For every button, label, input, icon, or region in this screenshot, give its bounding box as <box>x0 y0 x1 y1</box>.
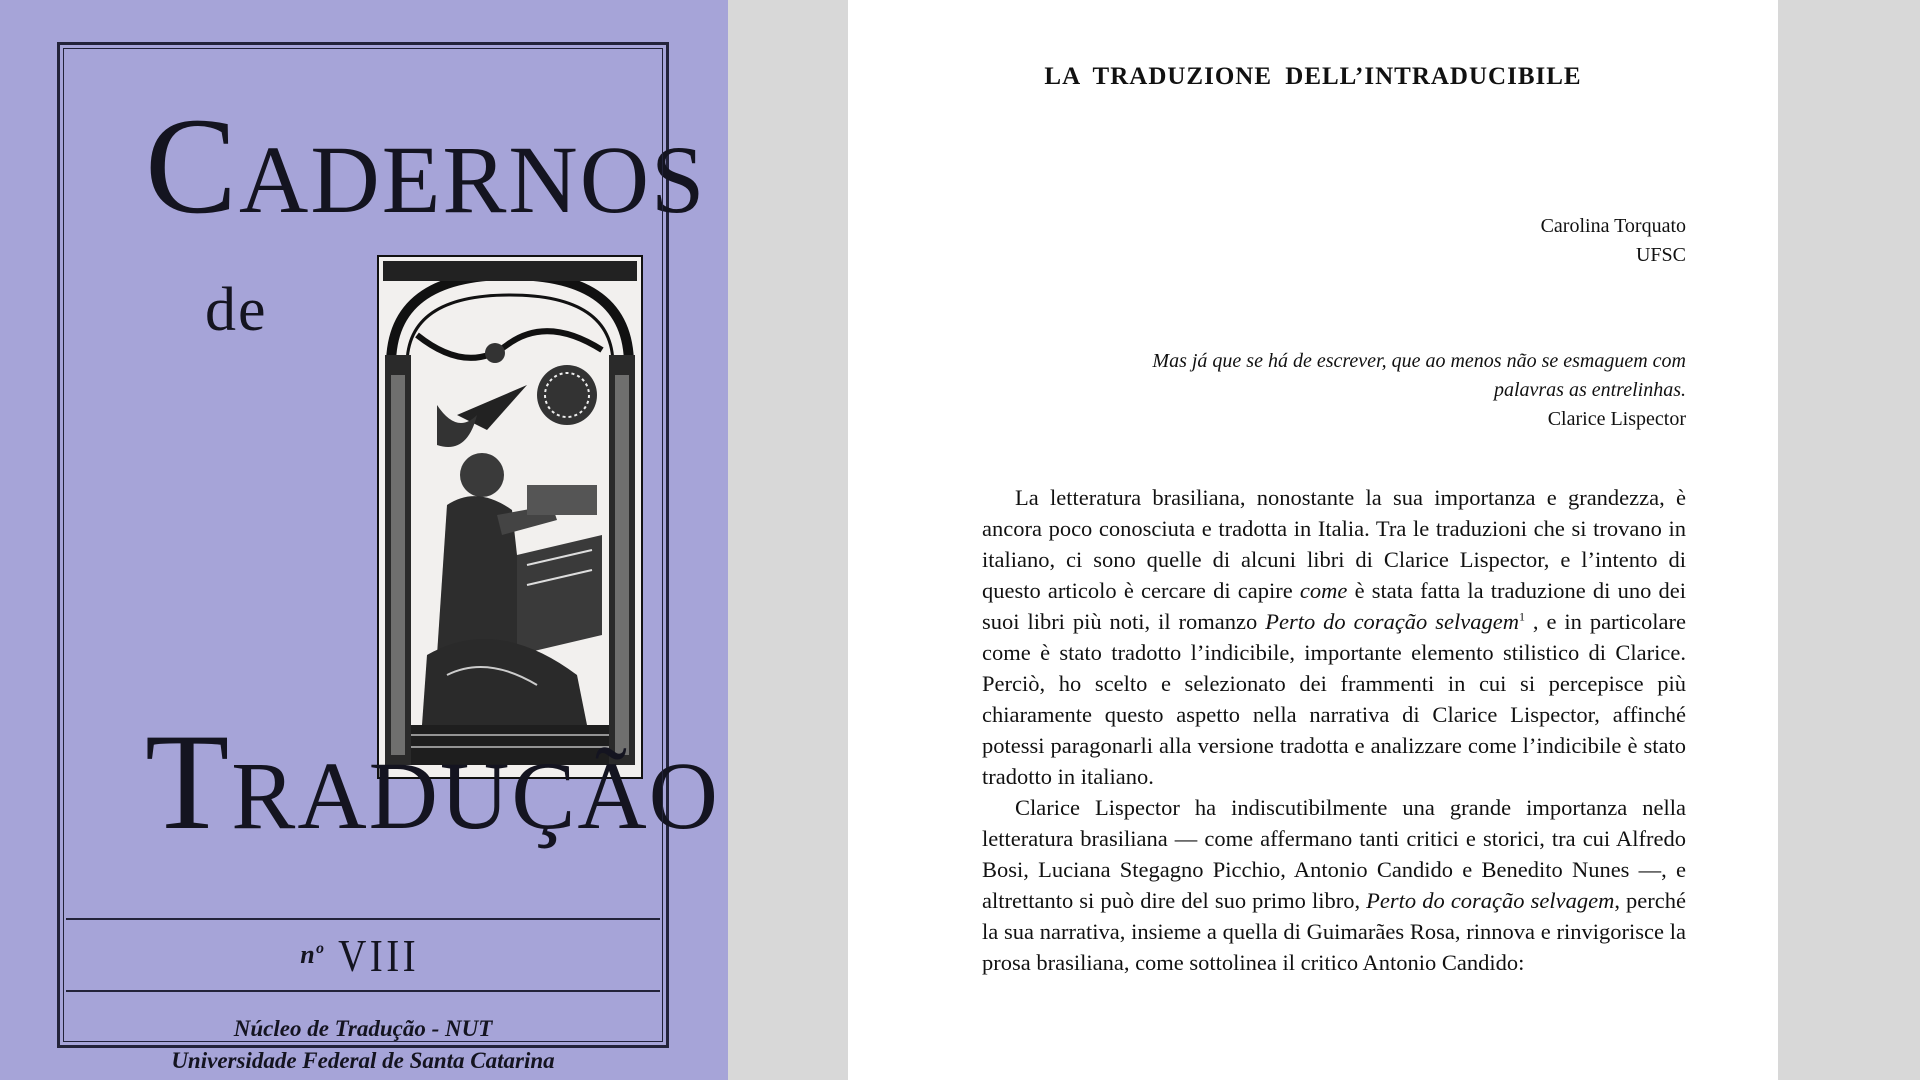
article-body <box>982 482 1686 978</box>
cover-title-cadernos <box>145 89 751 242</box>
article-title: LA TRADUZIONE DELL’INTRADUCIBILE <box>1044 63 1582 90</box>
article-byline <box>1541 212 1686 270</box>
cover-frame <box>57 42 720 1073</box>
paragraph-1 <box>982 482 1686 792</box>
issue-number-band <box>66 918 660 992</box>
cover-title-cadernos-rest: ADERNOS <box>239 126 707 233</box>
article-page <box>848 0 1778 1080</box>
woodcut-illustration <box>377 255 643 779</box>
p1-emphasis-come: come <box>1299 578 1348 603</box>
epigraph <box>1066 347 1686 434</box>
publisher-line-1: Núcleo de Tradução - NUT <box>233 1016 493 1041</box>
epigraph-author: Clarice Lispector <box>1547 408 1686 430</box>
author-name: Carolina Torquato <box>1540 215 1686 237</box>
cover-title-traducao <box>145 705 751 858</box>
issue-number-prefix: nº <box>300 940 323 969</box>
p1-text-a: La letteratura brasiliana, nonostante la sua importanza e grandezza, è ancora poco conosciuta e tradotta in Italia. Tra le traduzioni che si trovano in italiano, ci sono quelle di alcuni libri di Clarice Lispector, e l’intento di questo articolo è cercare di capire <box>982 485 1686 603</box>
cover-title-cadernos-initial: C <box>145 89 240 242</box>
p1-book-title: Perto do coração selvagem <box>1265 609 1519 634</box>
cover-title-traducao-initial: T <box>145 705 232 858</box>
p1-text-e: , e in particolare come è stato tradotto l’indicibile, importante elemento stilistico di Clarice. Perciò, ho scelto e selezionato dei frammenti in cui si percepisce più chiaramente questo aspetto nella narrativa di Clarice Lispector, affinché potessi paragonarli alla versione tradotta e analizzare come l’indicibile è stato tradotto in italiano. <box>982 609 1687 789</box>
paragraph-2 <box>982 792 1686 978</box>
epigraph-quote-line-1: Mas já que se há de escrever, que ao menos não se esmaguem com <box>1152 350 1686 372</box>
p1-text-c: è stata fatta la traduzione di uno dei suoi libri più noti, il romanzo <box>982 578 1686 634</box>
cover-publisher <box>60 1013 666 1077</box>
epigraph-quote-line-2: palavras as entrelinhas. <box>1493 379 1686 401</box>
p2-text-c: , perché la sua narrativa, insieme a quella di Guimarães Rosa, rinnova e rinvigorisce la prosa brasiliana, come sottolinea il critico Antonio Candido: <box>982 888 1686 975</box>
cover-title-de: de <box>205 276 268 344</box>
journal-cover <box>0 0 728 1080</box>
footnote-marker[interactable]: 1 <box>1518 609 1525 624</box>
publisher-line-2: Universidade Federal de Santa Catarina <box>171 1048 555 1073</box>
p2-book-title: Perto do coração selvagem <box>1366 888 1615 913</box>
p2-text-a: Clarice Lispector ha indiscutibilmente una grande importanza nella letteratura brasiliana — come affermano tanti critici e storici, tra cui Alfredo Bosi, Luciana Stegagno Picchio, Antonio Candido e Benedito Nunes —, e altrettanto si può dire del suo primo libro, <box>982 795 1686 913</box>
author-affiliation: UFSC <box>1635 244 1686 266</box>
issue-number: VIII <box>337 929 419 981</box>
cover-title-traducao-rest: RADUÇÃO <box>231 742 720 849</box>
